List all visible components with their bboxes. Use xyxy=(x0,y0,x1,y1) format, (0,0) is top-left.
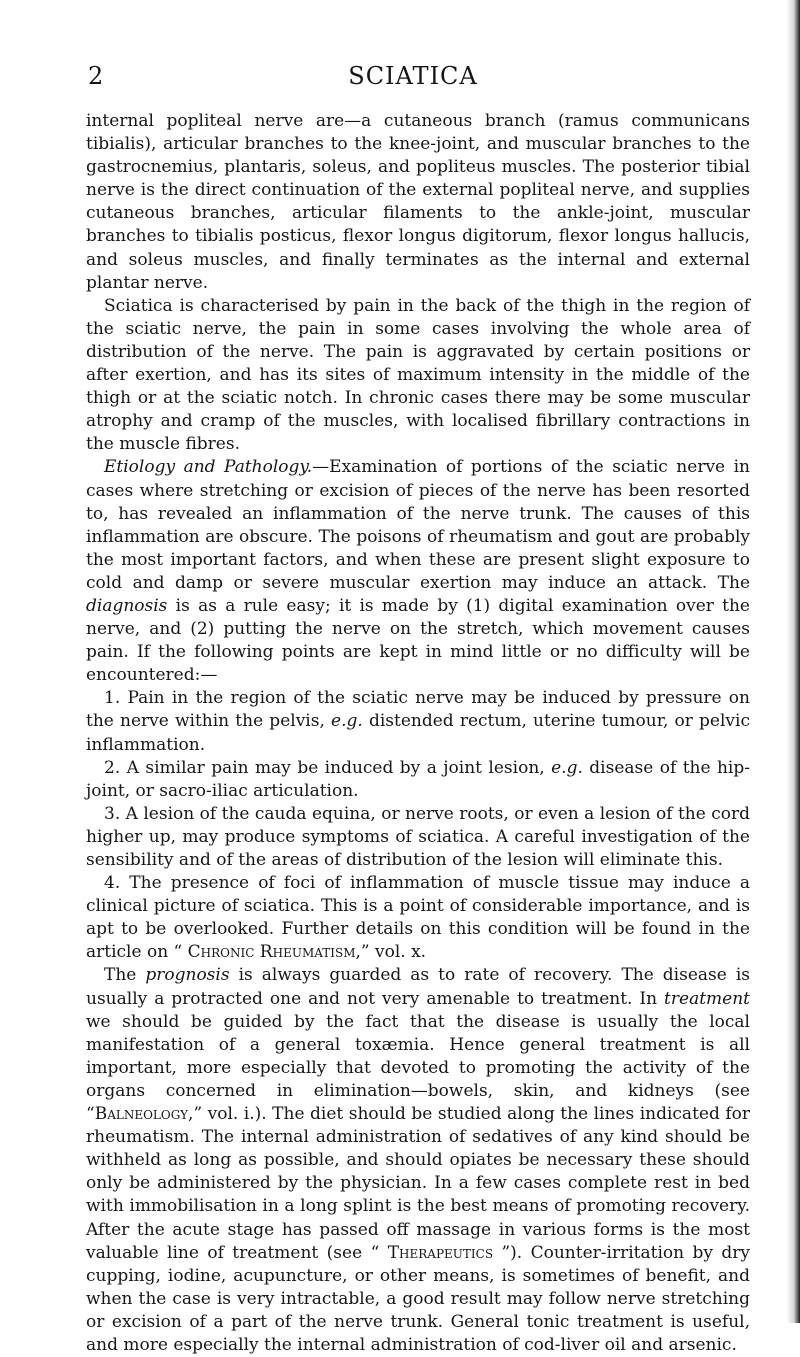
paragraph-etiology xyxy=(86,456,750,687)
prognosis-text-a: The xyxy=(104,965,146,986)
paragraph-popliteal: internal popliteal nerve are—a cutaneous branch (ramus communicans tibialis), articular branches to the knee-joint, and muscular branches to the gastrocnemius, plantaris, soleus, and popliteus muscles. The posterior tibial nerve is the direct continuation of the external popliteal nerve, and supplies cutaneous branches, articular filaments to the ankle-joint, muscular branches to tibialis posticus, flexor longus digitorum, flexor longus hallucis, and soleus muscles, and finally terminates as the internal and external plantar nerve. xyxy=(86,111,750,293)
list-item-4-text-a: 4. The presence of foci of inflammation of muscle tissue may induce a clinical picture of sciatica. This is a point of considerable importance, and is apt to be overlooked. Further details on this condition will be found in the article on “ xyxy=(86,873,750,963)
list-item-4 xyxy=(86,872,750,964)
paragraph-characterisation: Sciatica is characterised by pain in the back of the thigh in the region of the sciatic nerve, the pain in some cases involving the whole area of distribution of the nerve. The pain is aggravated by certain positions or after exertion, and has its sites of maximum intensity in the middle of the thigh or at the sciatic notch. In chronic cases there may be some muscular atrophy and cramp of the muscles, with localised fibrillary contractions in the muscle fibres. xyxy=(86,295,750,455)
running-title: SCIATICA xyxy=(348,62,478,90)
ref-therapeutics: Therapeutics xyxy=(387,1242,494,1263)
list-item-2 xyxy=(86,757,750,803)
prognosis-text-c: we should be guided by the fact that the disease is usually the local manifestation of a general toxæmia. Hence general treatment is all important, more especially that devoted to promoting the activity of the organs concerned in elimination—bowels, skin, and kidneys (see “ xyxy=(86,1011,750,1125)
etiology-text-a: —Examination of portions of the sciatic nerve in cases where stretching or excision of pieces of the nerve has been resorted to, has revealed an inflammation of the nerve trunk. The causes of this inflammation are obscure. The poisons of rheumatism and gout are probably the most important factors, and when these are present slight exposure to cold and damp or severe muscular exertion may induce an attack. The xyxy=(86,457,750,593)
section-heading-etiology: Etiology and Pathology. xyxy=(104,457,313,478)
prognosis-text-d: ” vol. i.). The diet should be studied along the lines indicated for rheumatism. The internal administration of sedatives of any kind should be withheld as long as possible, and should opiates be necessary these should only be administered by the physician. In a few cases complete rest in bed with immobilisation in a long splint is the best means of promoting recovery. After the acute stage has passed off massage in various forms is the most valuable line of treatment (see “ xyxy=(86,1104,750,1263)
paragraph-prognosis xyxy=(86,964,750,1357)
page-edge-shadow xyxy=(786,0,800,1323)
list-item-2-text-b: disease of the hip-joint, or sacro-iliac articulation. xyxy=(86,757,750,801)
ref-balneology: Balneology, xyxy=(94,1104,194,1125)
list-item-3: 3. A lesion of the cauda equina, or nerve roots, or even a lesion of the cord higher up, may produce symptoms of sciatica. A careful investigation of the sensibility and of the areas of distribution of the lesion will eliminate this. xyxy=(86,803,750,870)
list-item-2-text-a: 2. A similar pain may be induced by a joint lesion, xyxy=(104,757,552,778)
ref-chronic-rheumatism: Chronic Rheumatism, xyxy=(187,942,361,963)
prognosis-term: prognosis xyxy=(145,965,230,986)
body-text xyxy=(86,110,750,1357)
list-item-1-text-b: distended rectum, uterine tumour, or pelvic inflammation. xyxy=(86,711,750,755)
diagnosis-term: diagnosis xyxy=(86,595,168,616)
etiology-text-b: is as a rule easy; it is made by (1) digital examination over the nerve, and (2) putting the nerve on the stretch, which movement causes pain. If the following points are kept in mind little or no difficulty will be encountered:— xyxy=(86,595,750,686)
page-header xyxy=(88,62,738,94)
list-item-1-text-a: 1. Pain in the region of the sciatic nerve may be induced by pressure on the nerve within the pelvis, xyxy=(86,688,750,732)
prognosis-text-e: ”). Counter-irritation by dry cupping, iodine, acupuncture, or other means, is sometimes of benefit, and when the case is very intractable, a good result may follow nerve stretching or excision of a part of the nerve trunk. General tonic treatment is useful, and more especially the internal administration of cod-liver oil and arsenic. xyxy=(86,1242,750,1355)
list-item-1-eg: e.g. xyxy=(331,711,363,732)
list-item-4-text-b: ” vol. x. xyxy=(360,942,427,963)
list-item-2-eg: e.g. xyxy=(551,757,583,778)
treatment-term: treatment xyxy=(664,988,750,1009)
prognosis-text-b: is always guarded as to rate of recovery. The disease is usually a protracted one and not very amenable to treatment. In xyxy=(86,965,750,1009)
page-number: 2 xyxy=(88,62,104,90)
list-item-1 xyxy=(86,687,750,756)
